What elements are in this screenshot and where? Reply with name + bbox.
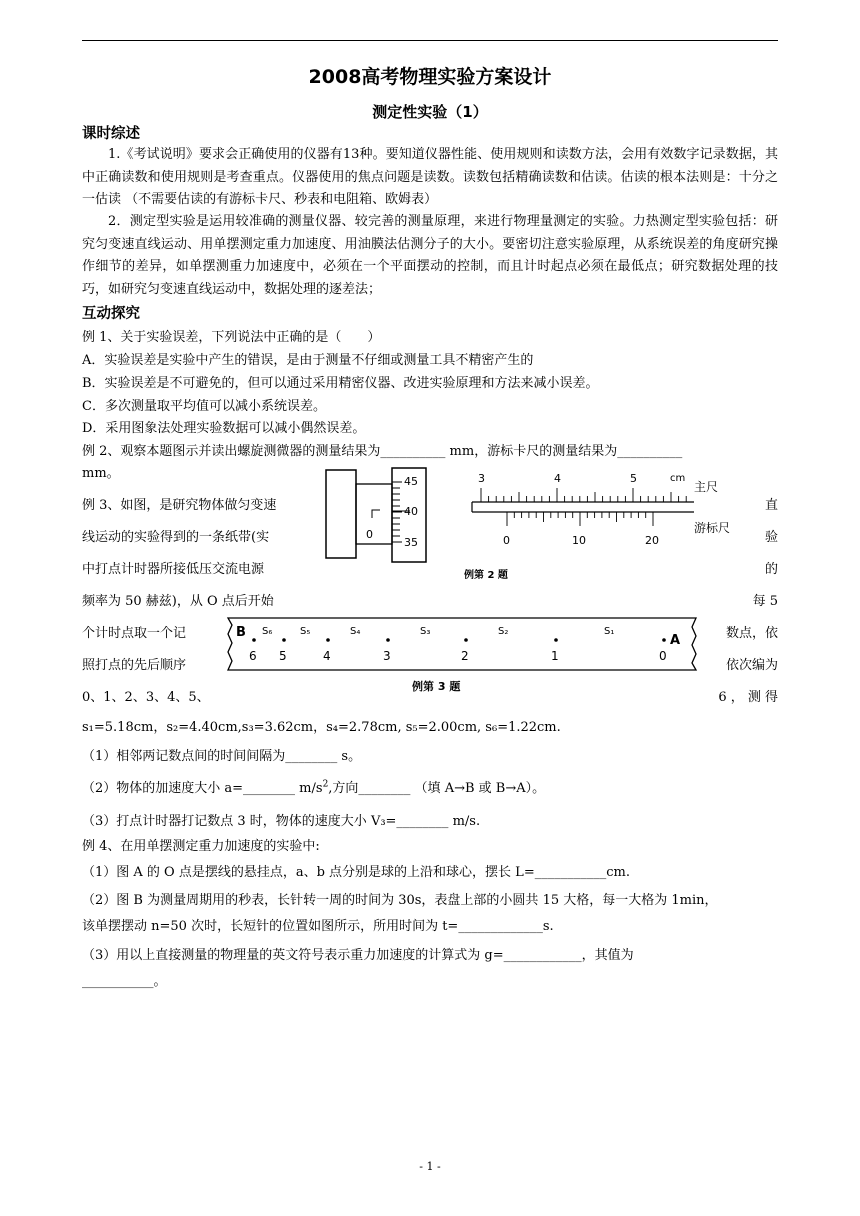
ex3-line-5-right: 数点，依 (725, 626, 778, 641)
micrometer-zero-label: 0 (366, 528, 373, 541)
tape-dot-0 (662, 638, 666, 642)
ex3-question-3: （3）打点计时器打记数点 3 时，物体的速度大小 V₃=________ m/s. (82, 814, 481, 829)
tape-number-0: 0 (659, 649, 667, 663)
ex3-data: s₁=5.18cm，s₂=4.40cm,s₃=3.62cm，s₄=2.78cm, s₅=2.00cm, s₆=1.22cm. (82, 720, 561, 735)
tape-number-1: 1 (551, 649, 559, 663)
ex3-question-1: （1）相邻两记数点间的时间间隔为________ s。 (82, 749, 362, 764)
tape-label-s2: S₂ (498, 626, 509, 637)
vernier-label-10: 10 (572, 534, 586, 547)
ex3-line-2-right: 验 (764, 530, 778, 545)
tape-dot-4 (326, 638, 330, 642)
tape-number-3: 3 (383, 649, 391, 663)
tape-label-s3: S₃ (420, 626, 431, 637)
ex3-line-5: 个计时点取一个记 (82, 626, 187, 641)
tape-dot-6 (252, 638, 256, 642)
main-scale-label-5: 5 (630, 472, 637, 485)
tape-number-5: 5 (279, 649, 287, 663)
ex3-line-7-right: 6 ， 测 得 (718, 690, 778, 705)
ex4-question-2-line-1: （2）图 B 为测量周期用的秒表，长针转一周的时间为 30s，表盘上部的小圆共 15 大格，每一大格为 1min， (82, 893, 718, 908)
tape-dot-1 (554, 638, 558, 642)
tape-number-4: 4 (323, 649, 331, 663)
ex3-question-2 (82, 777, 545, 796)
micrometer-tick-45: 45 (404, 475, 418, 488)
ex3-line-3: 中打点计时器所接低压交流电源 (82, 562, 265, 577)
micrometer-tick-40: 40 (404, 505, 418, 518)
ex4-question-3-line-1: （3）用以上直接测量的物理量的英文符号表示重力加速度的计算式为 g=____________，其值为 (82, 948, 634, 963)
figure-3 (224, 612, 700, 696)
ex4-question-3-line-2: ___________。 (82, 974, 167, 989)
page-title: 2008高考物理实验方案设计 (308, 66, 552, 88)
ex4-question-2-line-2: 该单摆摆动 n=50 次时，长短针的位置如图所示，所用时间为 t=_____________s. (82, 919, 554, 934)
page-subtitle: 测定性实验（1） (372, 103, 488, 121)
main-scale-label-4: 4 (554, 472, 561, 485)
ex3-line-1-right: 直 (764, 498, 778, 513)
page-number: - 1 - (419, 1160, 441, 1173)
unit-label: cm (670, 473, 686, 484)
header-rule (82, 40, 778, 41)
tape-number-6: 6 (249, 649, 257, 663)
vernier-label-20: 20 (645, 534, 659, 547)
tape-label-s5: S₅ (300, 626, 311, 637)
ex3-line-3-right: 的 (764, 562, 778, 577)
main-scale-label-3: 3 (478, 472, 485, 485)
ex1-option-b: B．实验误差是不可避免的，但可以通过采用精密仪器、改进实验原理和方法来减小误差。 (82, 376, 599, 391)
tape-dot-5 (282, 638, 286, 642)
ex3-line-6: 照打点的先后顺序 (82, 658, 187, 673)
tape-number-2: 2 (461, 649, 469, 663)
section-heading-overview: 课时综述 (82, 126, 140, 142)
ex3-question-2-part-a: （2）物体的加速度大小 a=________ m/s (82, 781, 323, 796)
ex3-question-2-part-b: ,方向________ （填 A→B 或 B→A）。 (328, 781, 546, 796)
ex3-question-2-exponent: 2 (322, 779, 329, 790)
ex2-stem: 例 2、观察本题图示并读出螺旋测微器的测量结果为__________ mm，游标卡尺的测量结果为__________ (82, 444, 683, 459)
ex1-option-c: C．多次测量取平均值可以减小系统误差。 (82, 399, 326, 414)
tape-label-A: A (670, 633, 681, 648)
ex4-stem: 例 4、在用单摆测定重力加速度的实验中: (82, 839, 320, 854)
ex1-option-a: A．实验误差是实验中产生的错误，是由于测量不仔细或测量工具不精密产生的 (82, 353, 534, 368)
ex3-line-7: 0、1、2、3、4、5、 (82, 690, 210, 705)
ex3-line-4: 频率为 50 赫兹)，从 O 点后开始 (82, 594, 274, 609)
ex1-stem: 例 1、关于实验误差，下列说法中正确的是（ ） (82, 330, 381, 345)
overview-paragraph-2: 2．测定型实验是运用较准确的测量仪器、较完善的测量原理，来进行物理量测定的实验。力热测定型实验包括：研究匀变速直线运动、用单摆测定重力加速度、用油膜法估测分子的大小。要密切注意实验原理，从系统误差的角度研究操作细节的差异，如单摆测重力加速度中，必须在一个平面摆动的控制，而且计时起点必须在最低点；研究数据处理的技巧，如研究匀变速直线运动中，数据处理的逐差法； (82, 214, 778, 297)
ex3-line-6-right: 依次编为 (725, 658, 778, 673)
tape-dot-3 (386, 638, 390, 642)
micrometer-tick-35: 35 (404, 536, 418, 549)
section-heading-explore: 互动探究 (82, 306, 140, 322)
tape-label-s6: S₆ (262, 626, 273, 637)
ex4-question-1: （1）图 A 的 O 点是摆线的悬挂点，a、b 点分别是球的上沿和球心，摆长 L=___________cm. (82, 865, 630, 880)
figure-2-caption: 例第 2 题 (464, 570, 508, 581)
figure-2 (322, 462, 764, 586)
figure-3-caption: 例第 3 题 (412, 680, 461, 693)
ex3-line-2: 线运动的实验得到的一条纸带(实 (82, 530, 270, 545)
ex2-stem-continued: mm。 (82, 466, 120, 481)
micrometer (326, 468, 426, 562)
tape-label-s1: S₁ (604, 626, 615, 637)
tape-label-s4: S₄ (350, 626, 361, 637)
ex3-line-4-right: 每 5 (752, 594, 778, 609)
main-scale-name: 主尺 (694, 480, 719, 494)
vernier-caliper (472, 472, 730, 547)
tape-label-B: B (236, 625, 246, 640)
tape-dot-2 (464, 638, 468, 642)
vernier-label-0: 0 (503, 534, 510, 547)
overview-paragraph-1: 1.《考试说明》要求会正确使用的仪器有13种。要知道仪器性能、使用规则和读数方法，会用有效数字记录数据，其中正确读数和使用规则是考查重点。仪器使用的焦点问题是读数。读数包括精确读数和估读。估读的根本法则是：十分之一估读 （不需要估读的有游标卡尺、秒表和电阻箱、欧姆表） (82, 147, 778, 207)
vernier-scale-name: 游标尺 (694, 521, 731, 535)
ex1-option-d: D．采用图象法处理实验数据可以减小偶然误差。 (82, 421, 366, 436)
ex3-line-1: 例 3、如图，是研究物体做匀变速 (82, 498, 277, 513)
